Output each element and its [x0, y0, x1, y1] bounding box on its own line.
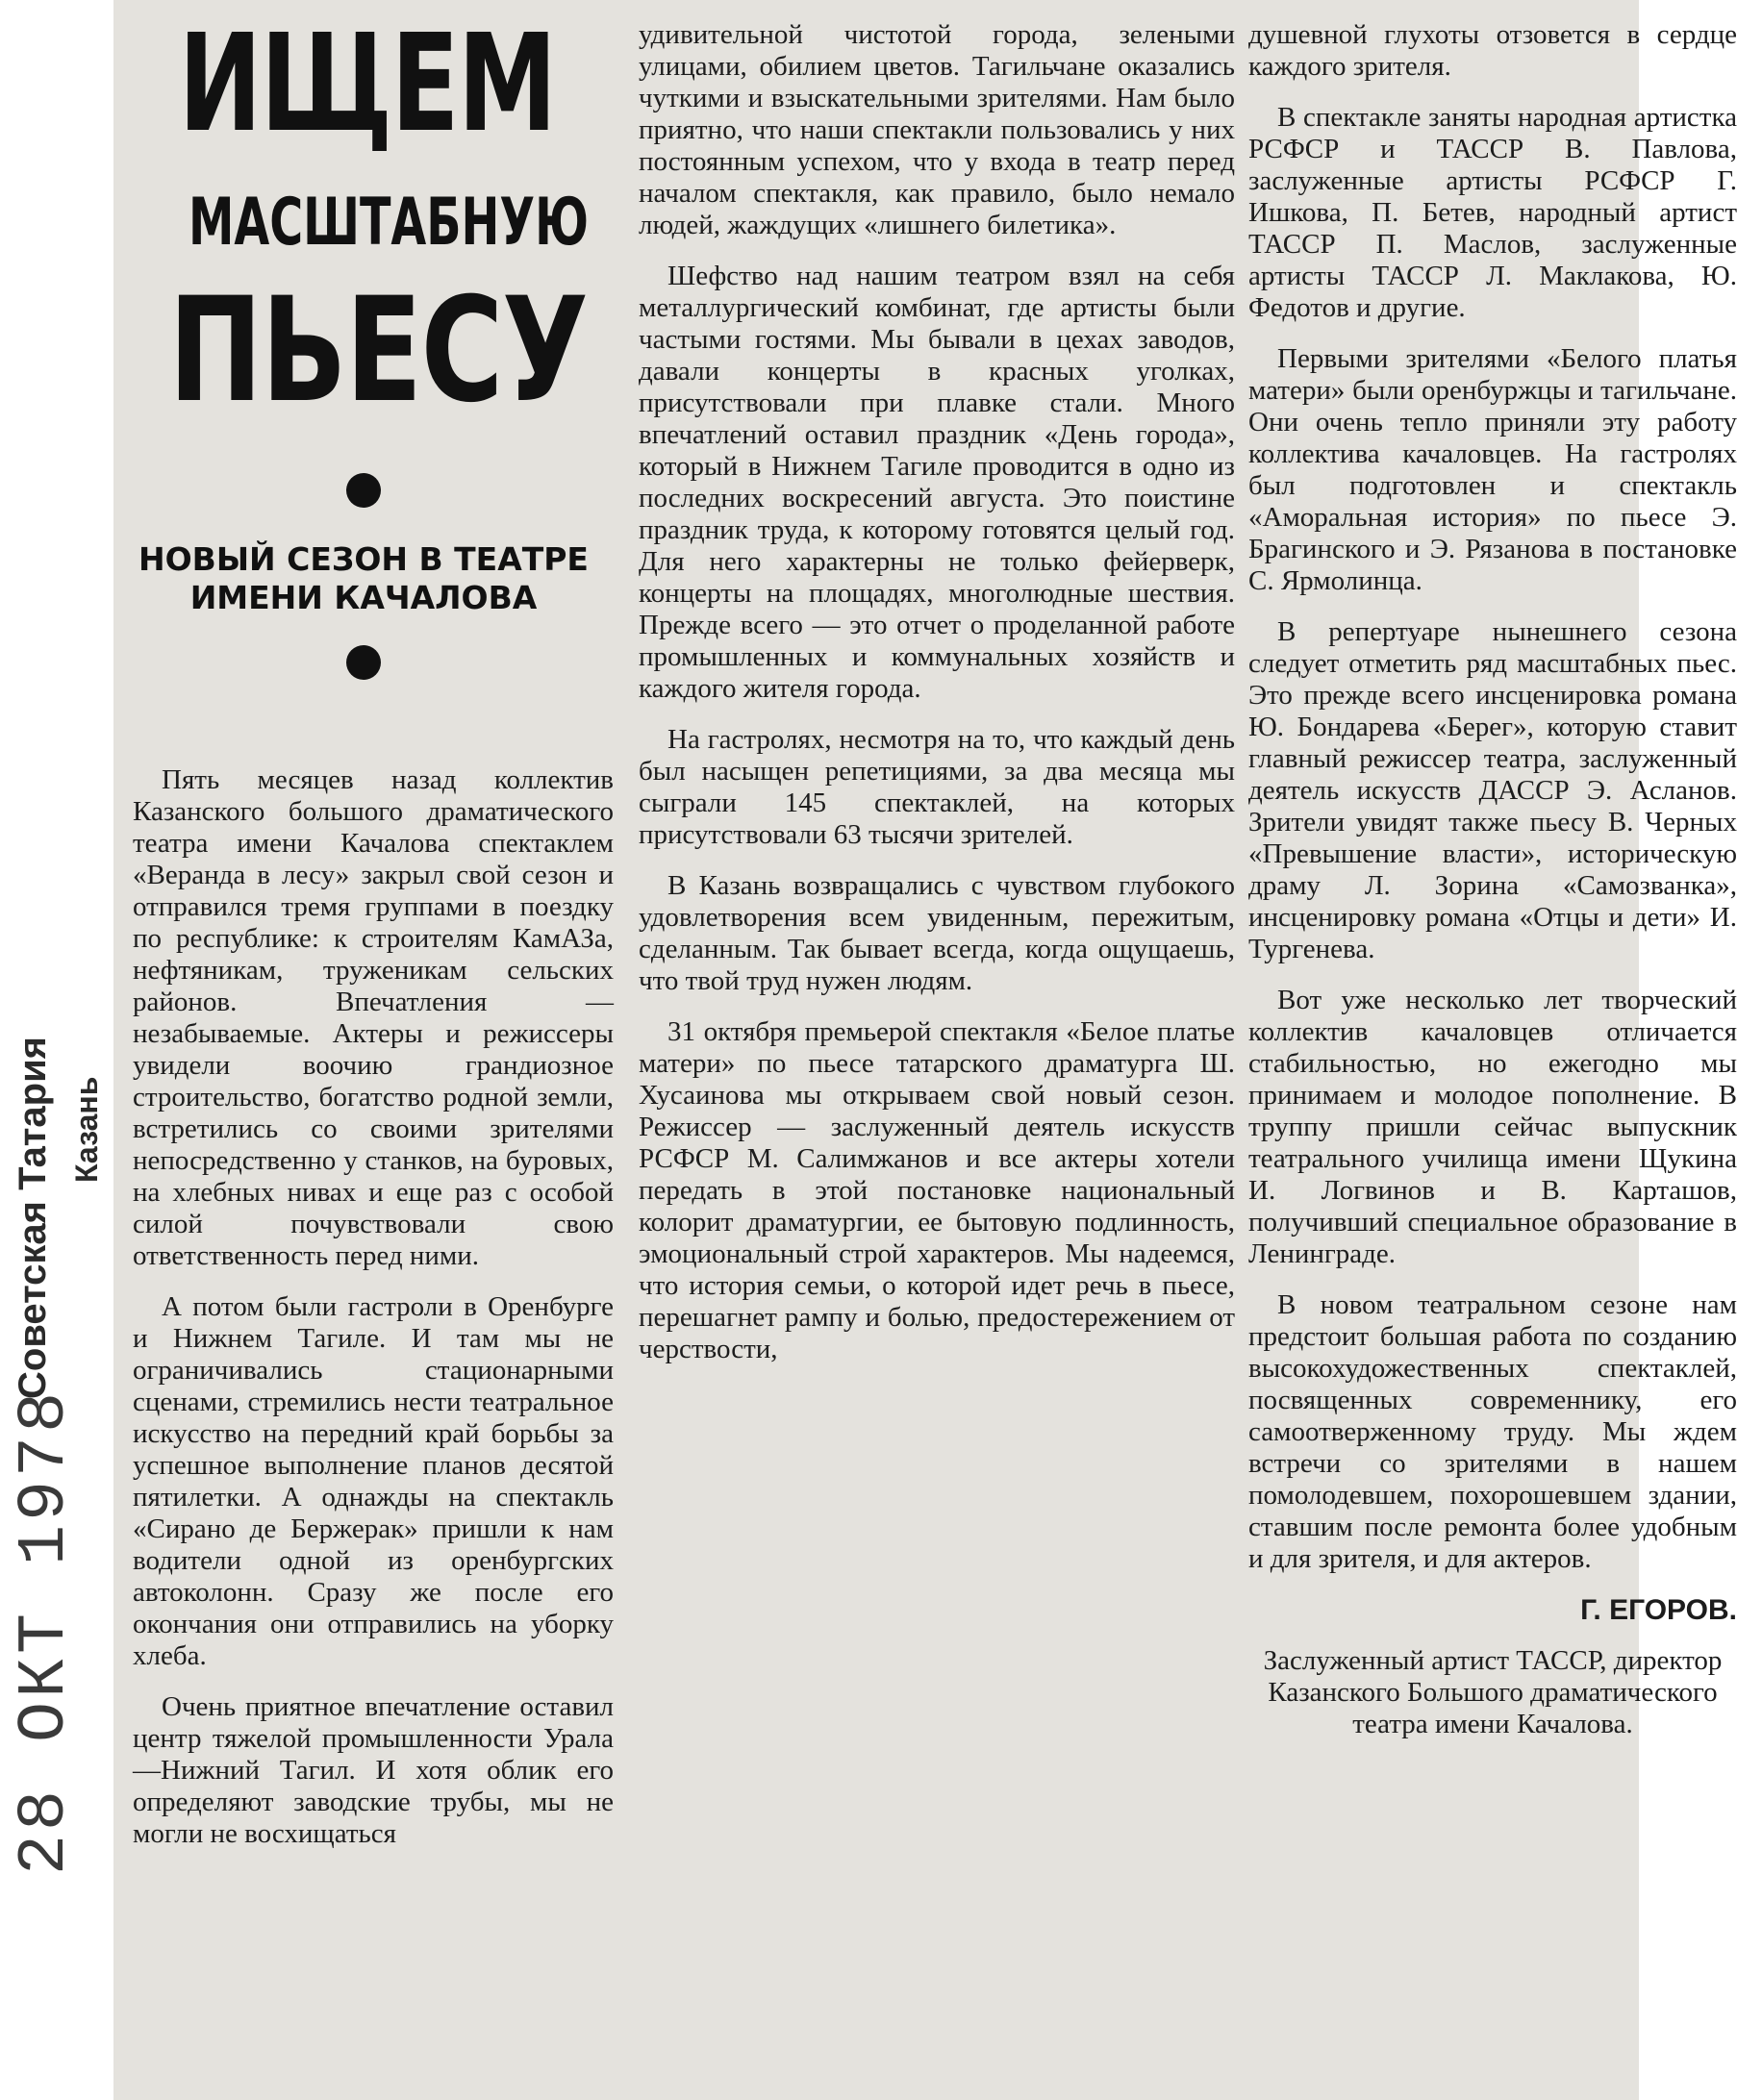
paragraph: А потом были гастроли в Оренбурге и Нижнем Тагиле. И там мы не ограничивались стационарными сценами, стремились нести театральное искусство на передний край борьбы за успешное выполнение планов десятой пятилетки. А однажды на спектакль «Сирано де Бержерак» пришли к нам водители одной из оренбургских автоколонн. Сразу же после его окончания они отправились на уборку хлеба.	[133, 1291, 614, 1671]
city-name: Казань	[69, 1076, 104, 1183]
bullet-dot	[346, 473, 381, 508]
article-column-3	[1248, 19, 1737, 1760]
date-stamp: 28 ОКТ 1978	[8, 1388, 84, 1875]
paragraph: Вот уже несколько лет творческий коллектив качаловцев отличается стабильностью, но ежегодно мы принимаем и молодое пополнение. В труппу пришли сейчас выпускник театрального училища имени Щукина И. Логвинов и В. Карташов, получивший специальное образование в Ленинграде.	[1248, 985, 1737, 1269]
bullet-dot	[346, 645, 381, 680]
article-column-1	[133, 764, 614, 1869]
paragraph: На гастролях, несмотря на то, что каждый день был насыщен репетициями, за два месяца мы сыграли 145 спектаклей, на которых присутствовали 63 тысячи зрителей.	[639, 724, 1235, 850]
paragraph: Первыми зрителями «Белого платья матери» были оренбуржцы и тагильчане. Они очень тепло приняли эту работу коллектива качаловцев. На гастролях был подготовлен и спектакль «Аморальная история» по пьесе Э. Брагинского и Э. Рязанова в постановке С. Ярмолинца.	[1248, 343, 1737, 596]
clipping-margin	[0, 0, 113, 2100]
paragraph: Шефство над нашим театром взял на себя металлургический комбинат, где артисты были частыми гостями. Мы бывали в цехах заводов, давали концерты в красных уголках, присутствовали при плавке стали. Много впечатлений оставил праздник «День города», который в Нижнем Тагиле проводится в одно из последних воскресений августа. Это поистине праздник труда, к которому готовятся целый год. Для него характерны не только фейерверк, концерты на площадях, многолюдные шествия. Прежде всего — это отчет о проделанной работе промышленных и коммунальных хозяйств и каждого жителя города.	[639, 261, 1235, 704]
paragraph: В Казань возвращались с чувством глубокого удовлетворения всем увиденным, пережитым, сделанным. Так бывает всегда, когда ощущаешь, что твой труд нужен людям.	[639, 870, 1235, 996]
author-title: Заслуженный артист ТАССР, директор Казанского Большого драматического театра имени Качалова.	[1263, 1645, 1723, 1739]
paragraph: В спектакле заняты народная артистка РСФСР и ТАССР В. Павлова, заслуженные артисты РСФСР Г. Ишкова, П. Бетев, народный артист ТАССР П. Маслов, заслуженные артисты ТАССР Л. Маклакова, Ю. Федотов и другие.	[1248, 102, 1737, 323]
article-column-2	[639, 19, 1235, 1385]
headline-block	[113, 0, 614, 760]
paragraph: Очень приятное впечатление оставил центр тяжелой промышленности Урала—Нижний Тагил. И хотя облик его определяют заводские трубы, мы не могли не восхищаться	[133, 1691, 614, 1849]
paragraph: В новом театральном сезоне нам предстоит большая работа по созданию высокохудожественных спектаклей, посвященных современнику, его самоотверженному труду. Мы ждем встречи со зрителями в нашем помолодевшем, похорошевшем здании, ставшим после ремонта более удобным и для зрителя, и для актеров.	[1248, 1289, 1737, 1574]
headline-line-1: ИЩЕМ	[178, 6, 556, 162]
paragraph: Пять месяцев назад коллектив Казанского большого драматического театра имени Качалова спектаклем «Веранда в лесу» закрыл свой сезон и отправился тремя группами в поездку по республике: к строителям КамАЗа, нефтяникам, труженикам сельских районов. Впечатления — незабываемые. Актеры и режиссеры увидели воочию грандиозное строительство, богатство родной земли, встретились со своими зрителями непосредственно у станков, на буровых, на хлебных нивах и еще раз с особой силой почувствовали свою ответственность перед ними.	[133, 764, 614, 1271]
headline-line-3: ПЬЕСУ	[168, 267, 588, 435]
newspaper-clipping	[113, 0, 1737, 2100]
newspaper-name: Советская Татария	[12, 1036, 54, 1399]
headline-line-2: МАСШТАБНУЮ	[189, 185, 589, 261]
paragraph: 31 октября премьерой спектакля «Белое платье матери» по пьесе татарского драматурга Ш. Хусаинова мы открываем свой новый сезон. Режиссер — заслуженный деятель искусств РСФСР М. Салимжанов и все актеры хотели передать в этой постановке национальный колорит драматургии, ее бытовую подлинность, эмоциональный строй характеров. Мы надеемся, что история семьи, о которой идет речь в пьесе, перешагнет рампу и болью, предостережением от черствости,	[639, 1016, 1235, 1364]
paragraph: душевной глухоты отзовется в сердце каждого зрителя.	[1248, 19, 1737, 82]
author-signature: Г. ЕГОРОВ.	[1580, 1594, 1737, 1626]
paragraph: В репертуаре нынешнего сезона следует отметить ряд масштабных пьес. Это прежде всего инсценировка романа Ю. Бондарева «Берег», которую ставит главный режиссер театра, заслуженный деятель искусств ДАССР Э. Асланов. Зрители увидят также пьесу В. Черных «Превышение власти», историческую драму Л. Зорина «Самозванка», инсценировку романа «Отцы и дети» И. Тургенева.	[1248, 616, 1737, 964]
subheadline: НОВЫЙ СЕЗОН В ТЕАТРЕ ИМЕНИ КАЧАЛОВА	[138, 540, 589, 617]
paragraph: удивительной чистотой города, зелеными улицами, обилием цветов. Тагильчане оказались чуткими и взыскательными зрителями. Нам было приятно, что наши спектакли пользовались у них постоянным успехом, что у входа в театр перед началом спектакля, как правило, было немало людей, жаждущих «лишнего билетика».	[639, 19, 1235, 240]
